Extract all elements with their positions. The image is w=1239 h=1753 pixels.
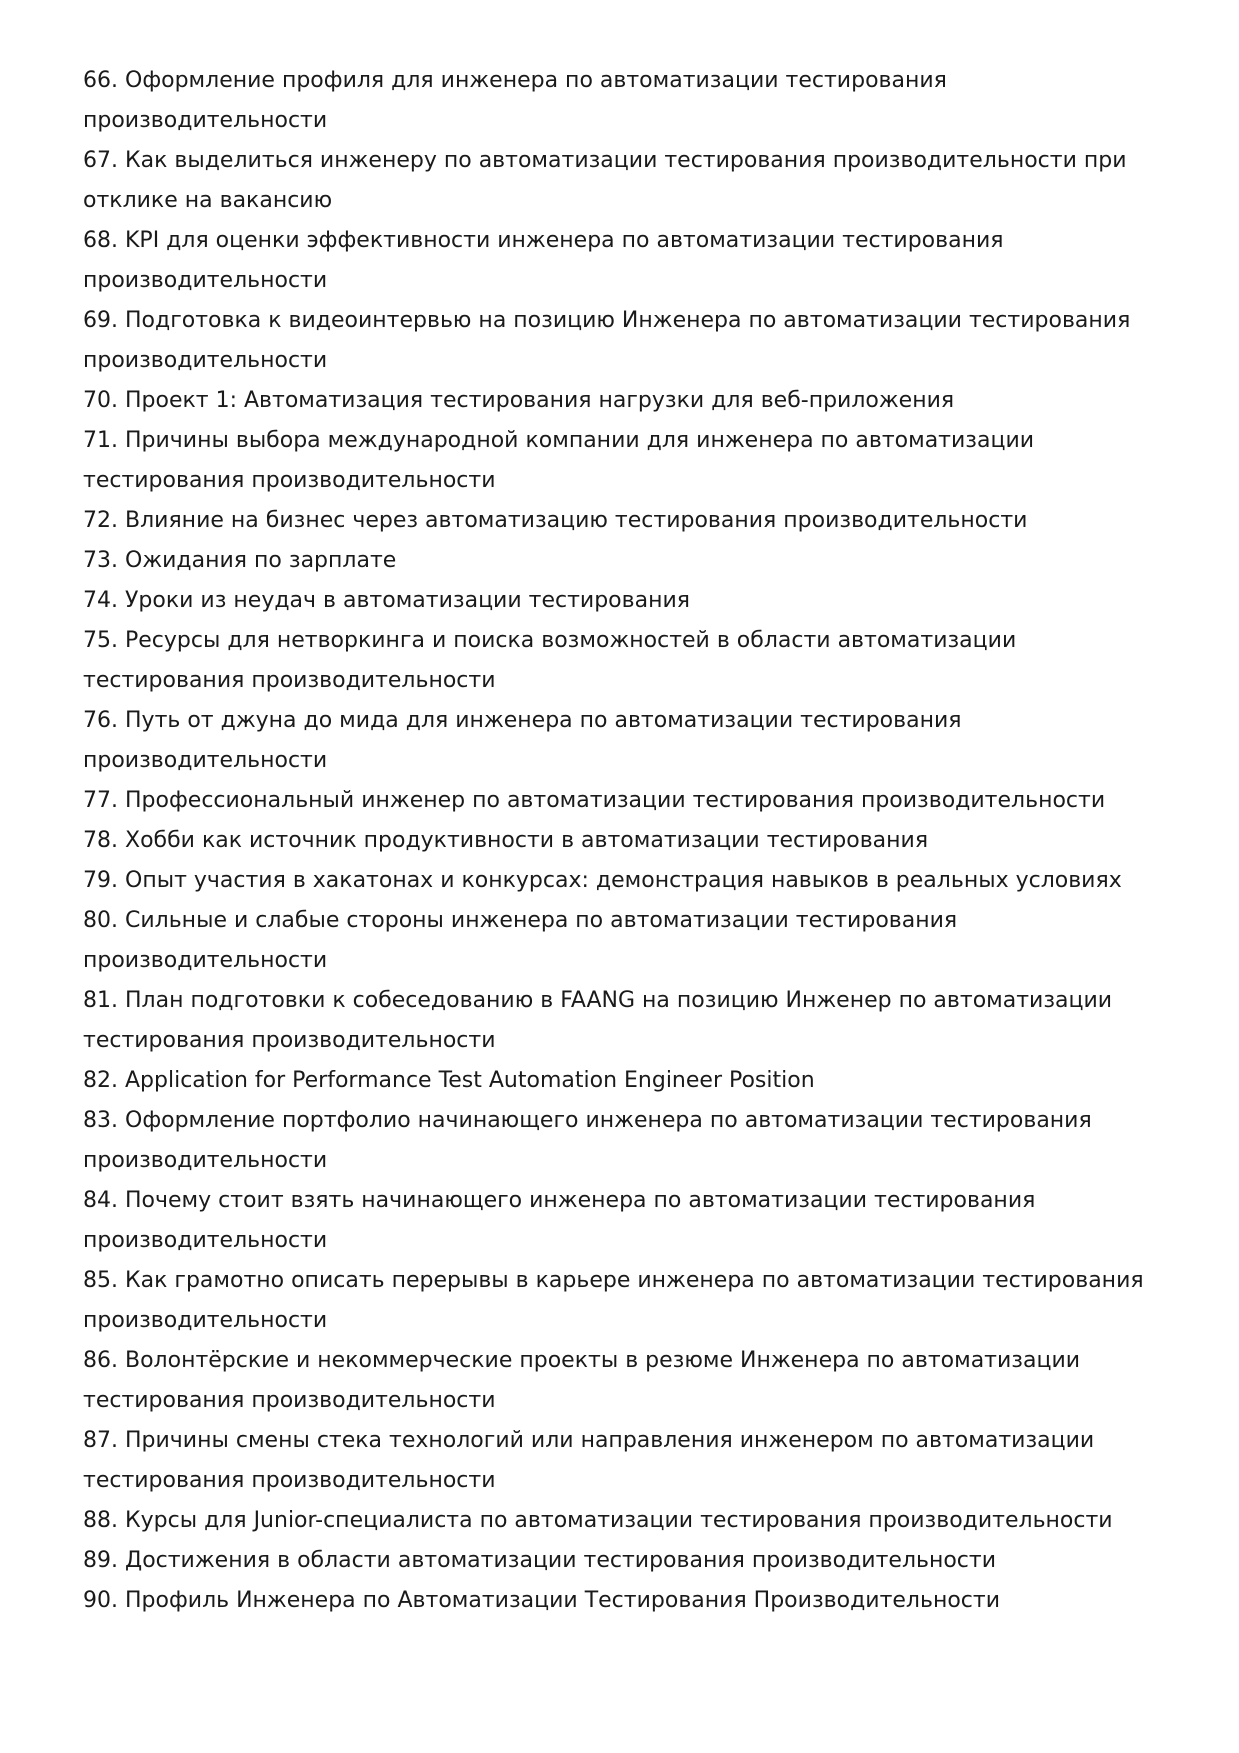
item-text: KPI для оценки эффективности инженера по автоматизации тестирования производительности [83, 228, 1004, 293]
list-item [83, 1581, 1168, 1621]
item-number: 76. [83, 708, 118, 733]
item-text: Влияние на бизнес через автоматизацию тестирования производительности [125, 508, 1028, 533]
list-item [83, 701, 1168, 781]
list-item [83, 1181, 1168, 1261]
item-number: 90. [83, 1588, 118, 1613]
item-text: Ресурсы для нетворкинга и поиска возможностей в области автоматизации тестирования производительности [83, 628, 1017, 693]
item-text: Волонтёрские и некоммерческие проекты в резюме Инженера по автоматизации тестирования производительности [83, 1348, 1081, 1413]
item-number: 84. [83, 1188, 118, 1213]
list-item [83, 861, 1168, 901]
item-number: 80. [83, 908, 118, 933]
list-item [83, 61, 1168, 141]
item-text: Хобби как источник продуктивности в автоматизации тестирования [125, 828, 929, 853]
item-number: 85. [83, 1268, 118, 1293]
item-number: 77. [83, 788, 118, 813]
item-number: 78. [83, 828, 118, 853]
item-text: Путь от джуна до мида для инженера по автоматизации тестирования производительности [83, 708, 962, 773]
item-number: 72. [83, 508, 118, 533]
numbered-topic-list [83, 61, 1168, 1621]
list-item [83, 821, 1168, 861]
item-number: 87. [83, 1428, 118, 1453]
list-item [83, 1261, 1168, 1341]
item-text: Причины смены стека технологий или направления инженером по автоматизации тестирования производительности [83, 1428, 1095, 1493]
list-item [83, 1501, 1168, 1541]
list-item [83, 1061, 1168, 1101]
list-item [83, 901, 1168, 981]
item-number: 88. [83, 1508, 118, 1533]
item-number: 79. [83, 868, 118, 893]
item-number: 81. [83, 988, 118, 1013]
item-text: Подготовка к видеоинтервью на позицию Инженера по автоматизации тестирования производительности [83, 308, 1131, 373]
item-number: 71. [83, 428, 118, 453]
item-text: Достижения в области автоматизации тестирования производительности [125, 1548, 997, 1573]
item-number: 83. [83, 1108, 118, 1133]
list-item [83, 781, 1168, 821]
item-text: Ожидания по зарплате [125, 548, 397, 573]
list-item [83, 541, 1168, 581]
list-item [83, 1541, 1168, 1581]
item-text: Уроки из неудач в автоматизации тестирования [125, 588, 690, 613]
list-item [83, 421, 1168, 501]
list-item [83, 501, 1168, 541]
item-number: 66. [83, 68, 118, 93]
item-number: 68. [83, 228, 118, 253]
item-number: 74. [83, 588, 118, 613]
list-item [83, 141, 1168, 221]
list-item [83, 381, 1168, 421]
item-text: План подготовки к собеседованию в FAANG на позицию Инженер по автоматизации тестирования производительности [83, 988, 1113, 1053]
item-text: Оформление портфолио начинающего инженера по автоматизации тестирования производительности [83, 1108, 1092, 1173]
item-number: 89. [83, 1548, 118, 1573]
list-item [83, 1101, 1168, 1181]
item-number: 86. [83, 1348, 118, 1373]
item-text: Курсы для Junior-специалиста по автоматизации тестирования производительности [125, 1508, 1113, 1533]
item-text: Оформление профиля для инженера по автоматизации тестирования производительности [83, 68, 947, 133]
item-number: 67. [83, 148, 118, 173]
list-item [83, 221, 1168, 301]
list-item [83, 301, 1168, 381]
document-page [83, 61, 1168, 1621]
item-text: Сильные и слабые стороны инженера по автоматизации тестирования производительности [83, 908, 958, 973]
item-number: 70. [83, 388, 118, 413]
item-text: Проект 1: Автоматизация тестирования нагрузки для веб-приложения [125, 388, 955, 413]
item-text: Опыт участия в хакатонах и конкурсах: демонстрация навыков в реальных условиях [125, 868, 1122, 893]
list-item [83, 981, 1168, 1061]
item-text: Application for Performance Test Automation Engineer Position [125, 1068, 815, 1093]
item-number: 69. [83, 308, 118, 333]
item-number: 82. [83, 1068, 118, 1093]
list-item [83, 621, 1168, 701]
item-text: Причины выбора международной компании для инженера по автоматизации тестирования производительности [83, 428, 1035, 493]
item-number: 75. [83, 628, 118, 653]
item-number: 73. [83, 548, 118, 573]
list-item [83, 1341, 1168, 1421]
list-item [83, 1421, 1168, 1501]
item-text: Профессиональный инженер по автоматизации тестирования производительности [125, 788, 1106, 813]
item-text: Как грамотно описать перерывы в карьере инженера по автоматизации тестирования производительности [83, 1268, 1144, 1333]
item-text: Почему стоит взять начинающего инженера по автоматизации тестирования производительности [83, 1188, 1036, 1253]
list-item [83, 581, 1168, 621]
item-text: Как выделиться инженеру по автоматизации тестирования производительности при отклике на вакансию [83, 148, 1127, 213]
item-text: Профиль Инженера по Автоматизации Тестирования Производительности [125, 1588, 1001, 1613]
